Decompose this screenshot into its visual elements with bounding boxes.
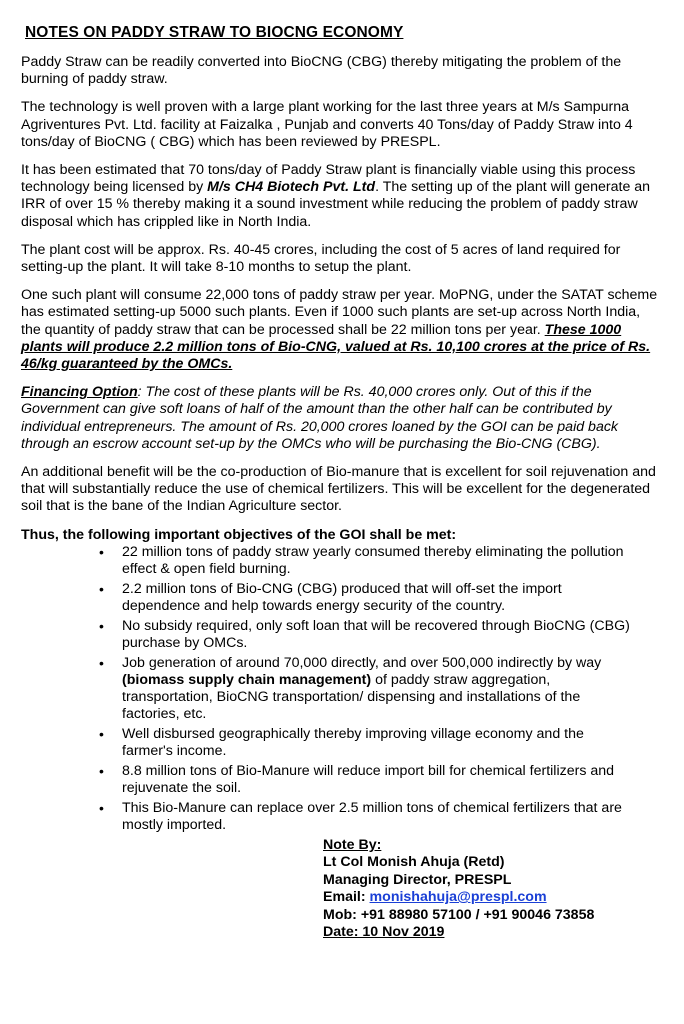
viability-text-start: It has been estimated that 70 tons/day of Paddy Straw plant is financially viable using this process technology being licensed by	[21, 162, 636, 196]
objective-text: Well disbursed geographically thereby improving village economy and the farmer's income.	[122, 725, 584, 759]
paragraph-consumption	[21, 287, 662, 373]
objective-text: Job generation of around 70,000 directly, and over 500,000 indirectly by way	[122, 654, 602, 671]
bullet-icon: •	[99, 543, 104, 560]
objective-text: 22 million tons of paddy straw yearly consumed thereby eliminating the pollution effect & open field burning.	[122, 543, 624, 577]
email-line	[323, 889, 662, 907]
objective-text: 8.8 million tons of Bio-Manure will reduce import bill for chemical fertilizers and rejuvenate the soil.	[122, 762, 615, 796]
paragraph-technology: The technology is well proven with a large plant working for the last three years at M/s Sampurna Agriventures Pvt. Ltd. facility at Faizalka , Punjab and converts 40 Tons/day of Paddy Straw into 4 tons/day of BioCNG ( CBG) which has been reviewed by PRESPL.	[21, 99, 633, 150]
paragraph-bio-manure: An additional benefit will be the co-production of Bio-manure that is excellent for soil rejuvenation and that will substantially reduce the use of chemical fertilizers. This will be excellent for the degenerated soil that is the bane of the Indian Agriculture sector.	[21, 464, 656, 515]
objectives-heading: Thus, the following important objectives of the GOI shall be met:	[21, 526, 457, 543]
document-title: NOTES ON PADDY STRAW TO BIOCNG ECONOMY	[25, 24, 404, 41]
list-item	[99, 762, 662, 797]
list-item	[99, 580, 662, 615]
date-line: Date: 10 Nov 2019	[323, 924, 445, 941]
email-link[interactable]: monishahuja@prespl.com	[369, 889, 547, 906]
email-label: Email:	[323, 889, 370, 906]
viability-text-end: . The setting up of the plant will generate an IRR of over 15 % thereby making it a sound investment while reducing the problem of paddy straw disposal which has crippled like in North India.	[21, 179, 651, 230]
list-item	[99, 543, 662, 578]
objective-text: 2.2 million tons of Bio-CNG (CBG) produced that will off-set the import dependence and help towards energy security of the country.	[122, 580, 562, 614]
paragraph-intro: Paddy Straw can be readily converted into BioCNG (CBG) thereby mitigating the problem of the burning of paddy straw.	[21, 54, 622, 88]
bullet-icon: •	[99, 762, 104, 779]
bullet-icon: •	[99, 654, 104, 671]
production-highlight: These 1000 plants will produce 2.2 million tons of Bio-CNG, valued at Rs. 10,100 crores at the price of Rs. 46/kg guaranteed by the OMCs.	[21, 321, 651, 373]
bullet-icon: •	[99, 799, 104, 816]
list-item	[99, 725, 662, 760]
paragraph-plant-cost: The plant cost will be approx. Rs. 40-45 crores, including the cost of 5 acres of land required for setting-up the plant. It will take 8-10 months to setup the plant.	[21, 241, 621, 276]
objective-emphasis: (biomass supply chain management)	[122, 671, 372, 688]
financing-option-label: Financing Option	[21, 384, 138, 401]
objective-text: This Bio-Manure can replace over 2.5 million tons of chemical fertilizers that are mostly imported.	[122, 799, 622, 833]
financing-text: : The cost of these plants will be Rs. 40,000 crores only. Out of this if the Government can give soft loans of half of the amount than the other half can be contributed by individual entrepreneurs. The amount of Rs. 20,000 crores loaned by the GOI can be paid back through an escrow account set-up by the OMCs who will be purchasing the Bio-CNG (CBG).	[21, 384, 619, 452]
bullet-icon: •	[99, 580, 104, 597]
author-name: Lt Col Monish Ahuja (Retd)	[323, 854, 505, 871]
consumption-text: One such plant will consume 22,000 tons of paddy straw per year. MoPNG, under the SATAT scheme has estimated setting-up 5000 such plants. Even if 1000 such plants are set-up across North India, the quantity of paddy straw that can be processed shall be 22 million tons per year.	[21, 287, 658, 338]
mobile-line: Mob: +91 88980 57100 / +91 90046 73858	[323, 906, 595, 923]
paragraph-viability	[21, 162, 662, 231]
bullet-icon: •	[99, 725, 104, 742]
objectives-list	[21, 544, 662, 834]
signature-block	[323, 837, 662, 942]
list-item	[99, 617, 662, 652]
paragraph-financing	[21, 384, 662, 453]
objective-text: No subsidy required, only soft loan that will be recovered through BioCNG (CBG) purchase by OMCs.	[122, 617, 630, 651]
objective-text: of paddy straw aggregation, transportation, BioCNG transportation/ dispensing and installations of the factories, etc.	[122, 671, 581, 722]
bullet-icon: •	[99, 617, 104, 634]
author-designation: Managing Director, PRESPL	[323, 871, 512, 888]
note-label: Note By:	[323, 836, 382, 853]
list-item	[99, 799, 662, 834]
list-item	[99, 654, 662, 723]
licensor-name: M/s CH4 Biotech Pvt. Ltd	[207, 179, 376, 196]
